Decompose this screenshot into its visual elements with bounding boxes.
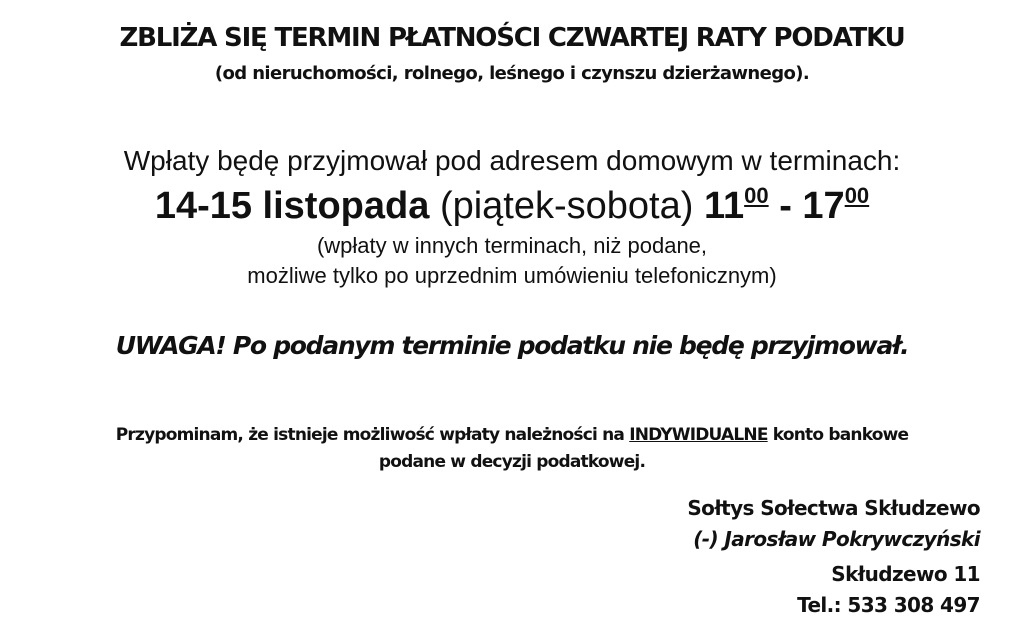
payment-time-start bbox=[704, 185, 769, 227]
payment-dates bbox=[0, 182, 1024, 230]
reminder-line2: podane w decyzji podatkowej. bbox=[378, 452, 646, 472]
notice-title: ZBLIŻA SIĘ TERMIN PŁATNOŚCI CZWARTEJ RATY PODATKU bbox=[119, 23, 905, 53]
payment-note-line1: (wpłaty w innych terminach, niż podane, bbox=[316, 233, 708, 258]
signature-title: Sołtys Sołectwa Skłudzewo bbox=[687, 496, 980, 520]
payment-days: (piątek-sobota) bbox=[439, 185, 694, 227]
time-start-minutes: 00 bbox=[744, 183, 769, 208]
reminder-before: Przypominam, że istnieje możliwość wpłaty należności na bbox=[115, 425, 625, 445]
notice-subtitle: (od nieruchomości, rolnego, leśnego i czynszu dzierżawnego). bbox=[214, 63, 810, 84]
time-separator: - bbox=[779, 185, 792, 227]
time-end-minutes: 00 bbox=[844, 183, 870, 208]
payment-date-range: 14-15 listopada bbox=[154, 185, 430, 227]
signature-phone: Tel.: 533 308 497 bbox=[797, 593, 980, 617]
reminder-after: konto bankowe bbox=[772, 425, 909, 445]
payment-note-line2: możliwe tylko po uprzednim umówieniu telefonicznym) bbox=[247, 263, 777, 288]
signature-name: (-) Jarosław Pokrywczyński bbox=[693, 527, 980, 551]
payment-time-end bbox=[802, 185, 869, 227]
time-end-hour: 17 bbox=[802, 185, 845, 227]
payment-intro: Wpłaty będę przyjmował pod adresem domowym w terminach: bbox=[123, 145, 901, 176]
reminder-line1 bbox=[0, 423, 1024, 447]
warning-text: UWAGA! Po podanym terminie podatku nie będę przyjmował. bbox=[115, 331, 909, 360]
time-start-hour: 11 bbox=[703, 185, 745, 227]
signature-address: Skłudzewo 11 bbox=[831, 562, 980, 586]
reminder-emphasis: INDYWIDUALNE bbox=[629, 425, 768, 445]
